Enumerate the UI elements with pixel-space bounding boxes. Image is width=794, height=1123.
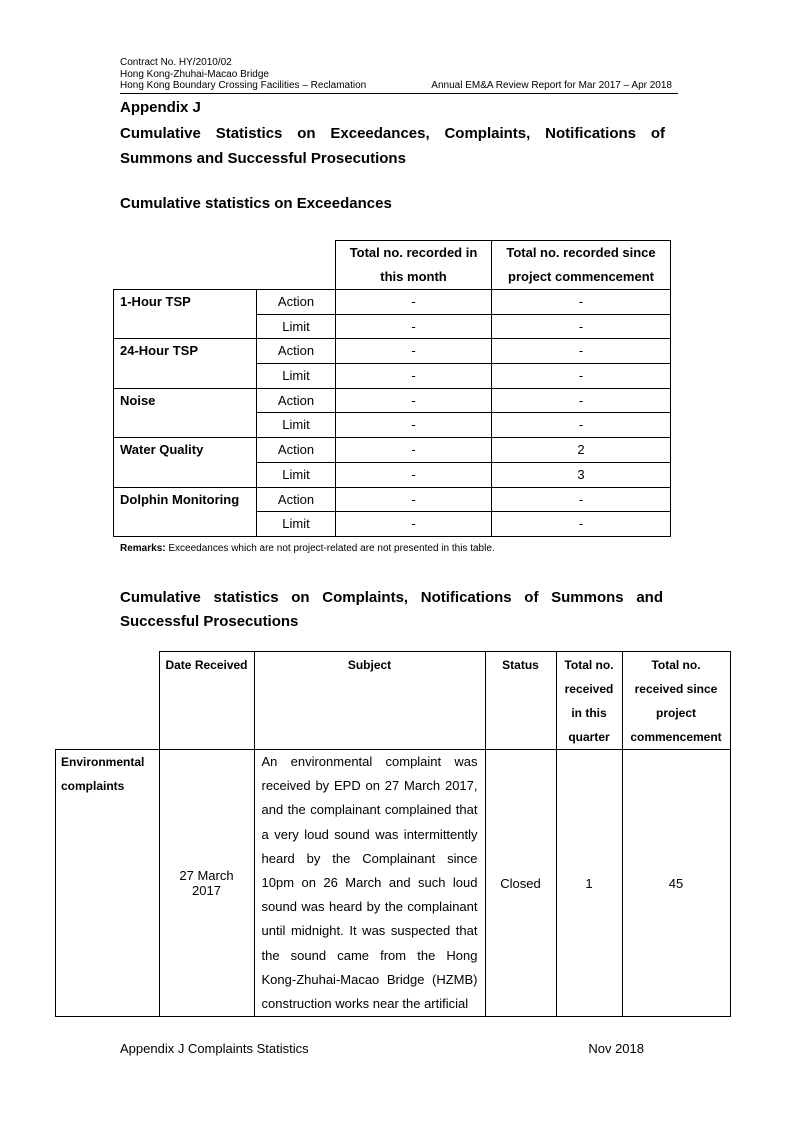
appendix-title <box>120 121 665 171</box>
appendix-label: Appendix J <box>120 99 201 116</box>
date-cell: 27 March 2017 <box>159 750 254 1017</box>
month-cell: - <box>336 339 492 364</box>
table-header-row <box>114 241 671 290</box>
page-footer <box>120 1041 644 1056</box>
status-cell: Closed <box>485 750 556 1017</box>
title-line-1: Cumulative Statistics on Exceedances, Complaints, Notifications of <box>120 125 665 142</box>
param-cell: 24-Hour TSP <box>114 339 257 388</box>
since-count-cell: 45 <box>622 750 730 1017</box>
since-cell: - <box>492 388 671 413</box>
month-cell: - <box>336 487 492 512</box>
since-cell: - <box>492 512 671 537</box>
month-cell: - <box>336 438 492 463</box>
table-row <box>114 388 671 413</box>
month-cell: - <box>336 512 492 537</box>
col-header-subject: Subject <box>254 652 485 750</box>
since-cell: - <box>492 290 671 315</box>
level-cell: Action <box>257 438 336 463</box>
col-header-since: Total no. received since project commencement <box>622 652 730 750</box>
since-cell: - <box>492 314 671 339</box>
blank-cell <box>114 241 336 290</box>
complaints-table <box>55 651 731 1017</box>
level-cell: Limit <box>257 413 336 438</box>
col-header-status: Status <box>485 652 556 750</box>
page-header <box>120 57 678 94</box>
level-cell: Action <box>257 487 336 512</box>
col-header-month: Total no. recorded in this month <box>336 241 492 290</box>
table-header-row <box>56 652 731 750</box>
month-cell: - <box>336 290 492 315</box>
remarks-text: Exceedances which are not project-related are not presented in this table. <box>165 543 495 554</box>
since-cell: - <box>492 487 671 512</box>
month-cell: - <box>336 314 492 339</box>
footer-title: Appendix J Complaints Statistics <box>120 1041 309 1056</box>
blank-cell <box>56 652 160 750</box>
table-row <box>56 750 731 1017</box>
remarks <box>120 543 495 554</box>
quarter-count-cell: 1 <box>556 750 622 1017</box>
col-header-since: Total no. recorded since project commencement <box>492 241 671 290</box>
month-cell: - <box>336 388 492 413</box>
month-cell: - <box>336 462 492 487</box>
subject-cell: An environmental complaint was received by EPD on 27 March 2017, and the complainant complained that a very loud sound was intermittently heard by the Complainant since 10pm on 26 March and such loud sound was heard by the complainant until midnight. It was suspected that the sound came from the Hong Kong-Zhuhai-Macao Bridge (HZMB) construction works near the artificial <box>254 750 485 1017</box>
level-cell: Limit <box>257 314 336 339</box>
level-cell: Limit <box>257 364 336 389</box>
remarks-label: Remarks: <box>120 543 166 554</box>
header-facility: Hong Kong Boundary Crossing Facilities – Reclamation <box>120 80 367 91</box>
footer-date: Nov 2018 <box>588 1041 644 1056</box>
level-cell: Limit <box>257 512 336 537</box>
level-cell: Action <box>257 388 336 413</box>
header-project: Hong Kong-Zhuhai-Macao Bridge <box>120 68 269 80</box>
level-cell: Action <box>257 339 336 364</box>
table-row <box>114 438 671 463</box>
col-header-date: Date Received <box>159 652 254 750</box>
category-cell: Environmental complaints <box>56 750 160 1017</box>
param-cell: Noise <box>114 388 257 437</box>
section-exceedances-heading: Cumulative statistics on Exceedances <box>120 195 392 212</box>
section2-line-2: Successful Prosecutions <box>120 613 299 630</box>
table-row <box>114 487 671 512</box>
col-header-quarter: Total no. received in this quarter <box>556 652 622 750</box>
table-row <box>114 339 671 364</box>
param-cell: Dolphin Monitoring <box>114 487 257 536</box>
since-cell: - <box>492 339 671 364</box>
level-cell: Limit <box>257 462 336 487</box>
param-cell: 1-Hour TSP <box>114 290 257 339</box>
title-line-2: Summons and Successful Prosecutions <box>120 150 406 167</box>
since-cell: - <box>492 413 671 438</box>
param-cell: Water Quality <box>114 438 257 487</box>
since-cell: 2 <box>492 438 671 463</box>
header-report: Annual EM&A Review Report for Mar 2017 – Apr 2018 <box>431 80 672 91</box>
exceedance-table <box>113 240 671 537</box>
since-cell: 3 <box>492 462 671 487</box>
section-complaints-heading <box>120 586 663 634</box>
section2-line-1: Cumulative statistics on Complaints, Notifications of Summons and <box>120 589 663 606</box>
since-cell: - <box>492 364 671 389</box>
level-cell: Action <box>257 290 336 315</box>
header-line <box>120 80 678 94</box>
table-row <box>114 290 671 315</box>
month-cell: - <box>336 364 492 389</box>
month-cell: - <box>336 413 492 438</box>
header-contract: Contract No. HY/2010/02 <box>120 57 232 68</box>
